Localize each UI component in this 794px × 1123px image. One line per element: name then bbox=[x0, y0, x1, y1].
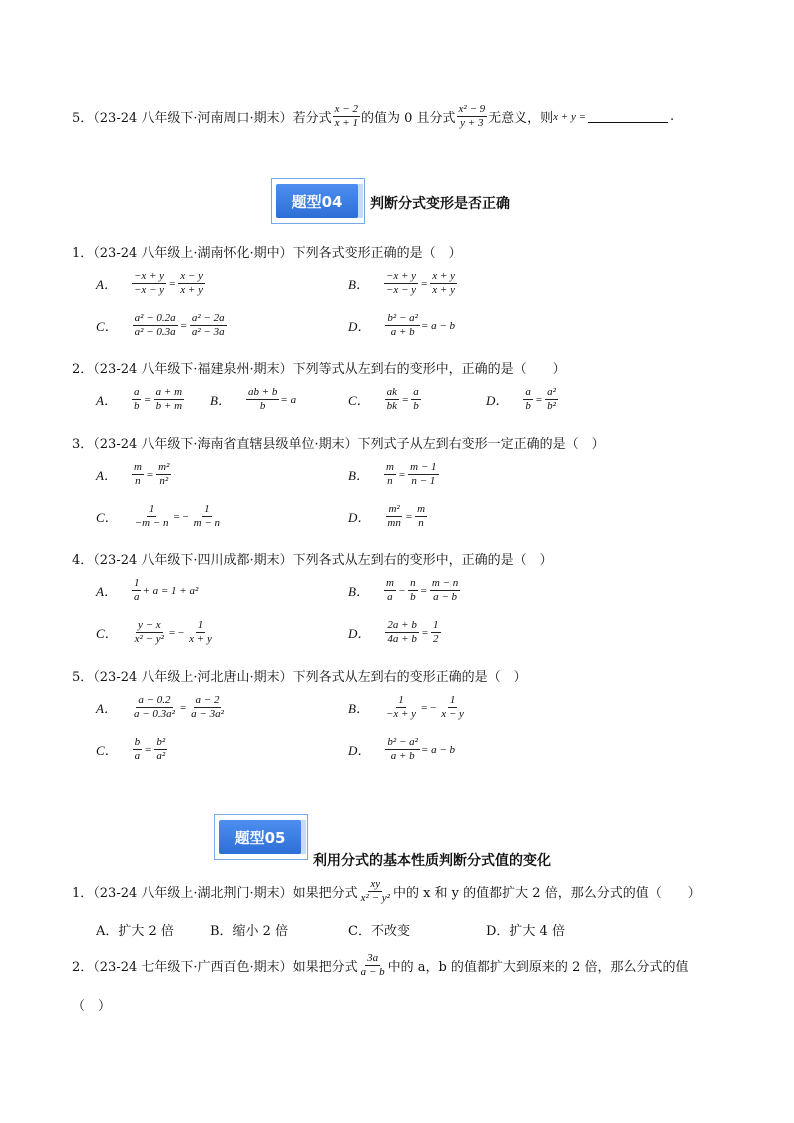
option-b: B． $\frac{m}{a}$ − $\frac{n}{b}$ = $\frac{m - n}{a - b}$ bbox=[348, 577, 459, 603]
question-stem: 无意义，则 bbox=[488, 111, 554, 126]
fraction: $\frac{x - 2}{x + 1}$ bbox=[334, 103, 358, 129]
question-top-5: 5．（23-24 八年级下·河南周口·期末）若分式 $\frac{x - 2}{x + 1}$ 的值为 0 且分式 $\frac{\text{x² − 9}}{y + 3}$ 无意义，则 x + y = . bbox=[72, 103, 675, 129]
option-d: D． $\frac{a}{b}$ = $\frac{\text{a²}}{\text{b²}}$ bbox=[486, 386, 556, 412]
option-c: C． $\frac{b}{a}$ = $\frac{\text{b²}}{\text{a²}}$ bbox=[96, 736, 166, 762]
option-b: B． $\frac{1}{-x + y}$ = − $\frac{1}{x - y}$ bbox=[348, 694, 464, 720]
question-stem: 中的 x 和 y 的值都扩大 2 倍，那么分式的值（ ） bbox=[392, 886, 701, 901]
question-stem: 1．（23-24 八年级上·湖北荆门·期末）如果把分式 bbox=[72, 886, 358, 901]
option-d: D． $\frac{\text{b² − a²}}{a + b}$ = a − b bbox=[348, 312, 456, 338]
expression: x + y = bbox=[553, 110, 587, 123]
option-c: C． $\frac{\text{a² − 0.2a}}{\text{a² − 0.3a}}$ = $\frac{\text{a² − 2a}}{\text{a² − 3a}}$ bbox=[96, 312, 225, 338]
question-7 bbox=[72, 952, 688, 979]
section-badge-05: 题型05 bbox=[219, 820, 301, 854]
option-c: C． $\frac{ak}{bk}$ = $\frac{a}{b}$ bbox=[348, 386, 419, 412]
option-c: C．不改变 bbox=[348, 924, 410, 939]
option-d: D． $\frac{\text{m²}}{mn}$ = $\frac{m}{n}$ bbox=[348, 503, 426, 529]
question-3-stem: 3．（23-24 八年级下·海南省直辖县级单位·期末）下列式子从左到右变形一定正确的是（ ） bbox=[72, 437, 605, 452]
option-c: C． $\frac{1}{-m - n}$ = − $\frac{1}{m - n}$ bbox=[96, 503, 221, 529]
fraction: $\frac{3a}{a - b}$ bbox=[360, 952, 385, 978]
question-6 bbox=[72, 878, 701, 905]
answer-parentheses: （ ） bbox=[72, 999, 112, 1014]
option-a: A． $\frac{m}{n}$ = $\frac{\text{m²}}{\text{n²}}$ bbox=[96, 461, 170, 487]
option-b: B． $\frac{-x + y}{-x - y}$ = $\frac{x + y}{x + y}$ bbox=[348, 270, 455, 296]
answer-blank[interactable] bbox=[588, 110, 668, 123]
section-title-04: 判断分式变形是否正确 bbox=[370, 196, 510, 212]
option-d: D． $\frac{\text{b² − a²}}{a + b}$ = a − b bbox=[348, 736, 456, 762]
question-stem: 5．（23-24 八年级下·河南周口·期末）若分式 bbox=[72, 111, 332, 126]
section-badge-04: 题型04 bbox=[276, 184, 358, 218]
option-a: A．扩大 2 倍 bbox=[96, 924, 174, 939]
option-b: B．缩小 2 倍 bbox=[210, 924, 289, 939]
question-stem: 的值为 0 且分式 bbox=[360, 111, 456, 126]
option-b: B． $\frac{m}{n}$ = $\frac{m - 1}{n - 1}$ bbox=[348, 461, 437, 487]
option-a: A． $\frac{1}{a}$ + a = 1 + a² bbox=[96, 577, 199, 603]
option-d: D．扩大 4 倍 bbox=[486, 924, 565, 939]
fraction: $\frac{xy}{\text{x² − y²}}$ bbox=[360, 878, 390, 904]
question-5-stem: 5．（23-24 八年级上·河北唐山·期末）下列各式从左到右的变形正确的是（ ） bbox=[72, 670, 527, 685]
question-4-stem: 4．（23-24 八年级下·四川成都·期末）下列各式从左到右的变形中，正确的是（ ） bbox=[72, 553, 553, 568]
option-c: C． $\frac{y - x}{\text{x² − y²}}$ = − $\frac{1}{x + y}$ bbox=[96, 619, 212, 645]
question-2-stem: 2．（23-24 八年级下·福建泉州·期末）下列等式从左到右的变形中，正确的是（ ） bbox=[72, 362, 566, 377]
question-stem: 中的 a，b 的值都扩大到原来的 2 倍，那么分式的值 bbox=[387, 960, 689, 975]
option-b: B． $\frac{ab + b}{b}$ = a bbox=[210, 386, 297, 412]
option-d: D． $\frac{2a + b}{4a + b}$ = $\frac{1}{2}$ bbox=[348, 619, 439, 645]
section-title-05: 利用分式的基本性质判断分式值的变化 bbox=[313, 853, 551, 869]
question-stem: 2．（23-24 七年级下·广西百色·期末）如果把分式 bbox=[72, 960, 358, 975]
question-1-stem: 1．（23-24 八年级上·湖南怀化·期中）下列各式变形正确的是（ ） bbox=[72, 246, 462, 261]
option-a: A． $\frac{a}{b}$ = $\frac{a + m}{b + m}$ bbox=[96, 386, 183, 412]
option-a: A． $\frac{-x + y}{-x - y}$ = $\frac{x - y}{x + y}$ bbox=[96, 270, 203, 296]
fraction: $\frac{\text{x² − 9}}{y + 3}$ bbox=[458, 103, 486, 129]
option-a: A． $\frac{a - 0.2}{\text{a − 0.3a²}}$ = $\frac{a - 2}{\text{a − 3a²}}$ bbox=[96, 694, 224, 720]
